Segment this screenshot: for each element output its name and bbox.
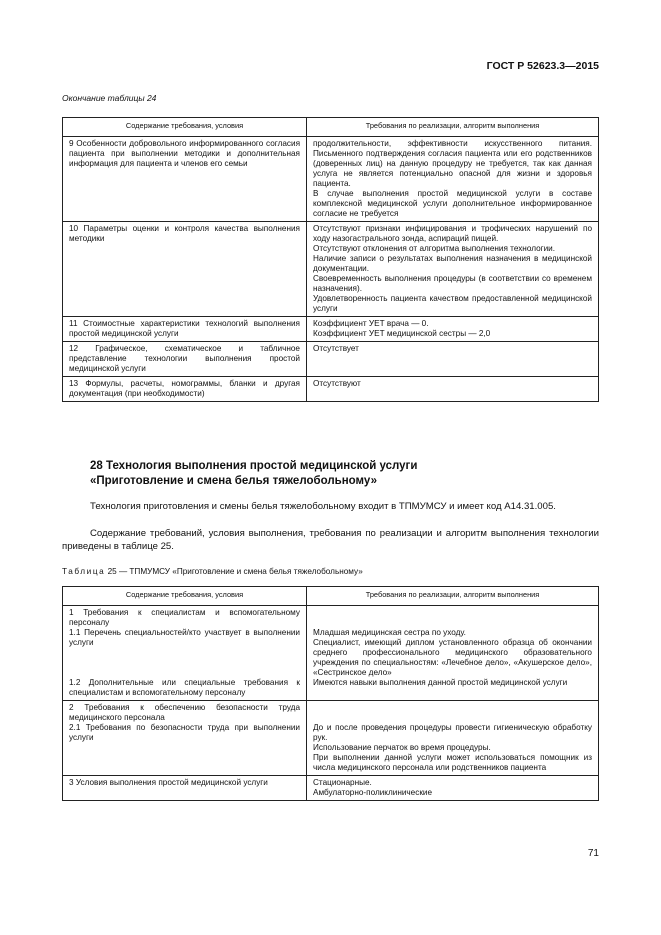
table-24 — [62, 117, 599, 402]
algorithm-text: Младшая медицинская сестра по уходу. — [313, 628, 466, 637]
table-25-caption — [62, 567, 363, 576]
algorithm-text: Стационарные. — [313, 778, 372, 787]
requirement-text: 9 Особенности добровольного информированного согласия пациента при выполнении методики и дополнительная информация для пациента и членов его семьи — [69, 139, 300, 168]
column-header: Содержание требования, условия — [63, 118, 307, 137]
section-28-title-line: «Приготовление и смена белья тяжелобольному» — [90, 475, 377, 487]
algorithm-cell — [307, 701, 599, 776]
algorithm-cell — [307, 222, 599, 317]
algorithm-text: При выполнении данной услуги может использоваться помощник из числа медицинского персонала или родственников пациента — [313, 753, 592, 772]
paragraph-text: Технология приготовления и смены белья тяжелобольному входит в ТПМУМСУ и имеет код А14.31.005. — [90, 501, 556, 512]
algorithm-text: Коэффициент УЕТ медицинской сестры — 2,0 — [313, 329, 491, 338]
requirement-text: 12 Графическое, схематическое и табличное представление технологии выполнения простой медицинской услуги — [69, 344, 300, 373]
requirement-text: 2.1 Требования по безопасности труда при выполнении услуги — [69, 723, 300, 742]
algorithm-text: Использование перчаток во время процедуры. — [313, 743, 491, 752]
requirement-text: 1.1 Перечень специальностей/кто участвует в выполнении услуги — [69, 628, 300, 647]
requirement-text: 3 Условия выполнения простой медицинской услуги — [69, 778, 268, 787]
algorithm-text: Амбулаторно-поликлинические — [313, 788, 433, 797]
table-header-row — [63, 587, 599, 606]
algorithm-cell — [307, 137, 599, 222]
requirement-text: 13 Формулы, расчеты, номограммы, бланки и другая документация (при необходимости) — [69, 379, 300, 398]
table-caption-label: Таблица — [62, 567, 106, 576]
requirement-cell — [63, 222, 307, 317]
algorithm-text: Коэффициент УЕТ врача — 0. — [313, 319, 429, 328]
algorithm-text: Отсутствует — [313, 344, 359, 353]
table-header-row — [63, 118, 599, 137]
algorithm-text: Отсутствуют — [313, 379, 361, 388]
requirement-cell — [63, 606, 307, 701]
table-row — [63, 377, 599, 402]
algorithm-cell — [307, 317, 599, 342]
algorithm-cell — [307, 377, 599, 402]
requirement-cell — [63, 377, 307, 402]
requirement-cell — [63, 342, 307, 377]
algorithm-text: Наличие записи о результатах выполнения назначения в медицинской документации. — [313, 254, 592, 273]
table-row — [63, 701, 599, 776]
requirement-text: 1.2 Дополнительные или специальные требования к специалистам и вспомогательному персоналу — [69, 678, 300, 697]
column-header: Требования по реализации, алгоритм выполнения — [307, 118, 599, 137]
column-header: Требования по реализации, алгоритм выполнения — [307, 587, 599, 606]
table-caption-title: 25 — ТПМУМСУ «Приготовление и смена белья тяжелобольному» — [105, 567, 363, 576]
section-28-heading — [90, 459, 590, 489]
cell-spacer — [313, 703, 592, 723]
requirement-cell — [63, 776, 307, 801]
requirement-text: 2 Требования к обеспечению безопасности труда медицинского персонала — [69, 703, 300, 722]
requirement-cell — [63, 317, 307, 342]
algorithm-cell — [307, 606, 599, 701]
algorithm-text: Специалист, имеющий диплом установленного образца об окончании среднего профессионального медицинского образовательного учреждения по специальностям: «Лечебное дело», «Акушерское дело», «Сестринское дело» — [313, 638, 592, 677]
algorithm-text: Отсутствуют признаки инфицирования и трофических нарушений по ходу назогастрального зонда, аспираций пищей. — [313, 224, 592, 243]
algorithm-text: До и после проведения процедуры провести гигиеническую обработку рук. — [313, 723, 592, 742]
table-row — [63, 606, 599, 701]
requirement-text: 1 Требования к специалистам и вспомогательному персоналу — [69, 608, 300, 627]
section-28-paragraph — [62, 500, 599, 513]
table-row — [63, 776, 599, 801]
table-25 — [62, 586, 599, 801]
cell-spacer — [69, 648, 300, 678]
cell-spacer — [313, 608, 592, 628]
algorithm-text: В случае выполнения простой медицинской услуги в составе комплексной медицинской услуги дополнительное информированное согласие не требуется — [313, 189, 592, 218]
algorithm-cell — [307, 342, 599, 377]
table-row — [63, 137, 599, 222]
table-row — [63, 222, 599, 317]
algorithm-cell — [307, 776, 599, 801]
algorithm-text: Имеются навыки выполнения данной простой медицинской услуги — [313, 678, 568, 687]
column-header: Содержание требования, условия — [63, 587, 307, 606]
section-28-title-line: 28 Технология выполнения простой медицинской услуги — [90, 460, 418, 472]
page-number: 71 — [587, 848, 599, 859]
table-24-caption: Окончание таблицы 24 — [62, 93, 157, 103]
table-row — [63, 317, 599, 342]
requirement-cell — [63, 137, 307, 222]
requirement-cell — [63, 701, 307, 776]
table-row — [63, 342, 599, 377]
algorithm-text: продолжительности, эффективности искусственного питания. Письменного подтверждения согласия пациента или его родственников (доверенных лиц) на данную процедуру не требуется, так как данная услуга не является потенциально опасной для жизни и здоровья пациента. — [313, 139, 592, 188]
section-28-paragraph — [62, 527, 599, 553]
algorithm-text: Своевременность выполнения процедуры (в соответствии со временем назначения). — [313, 274, 592, 293]
algorithm-text: Удовлетворенность пациента качеством предоставленной медицинской услуги — [313, 294, 592, 313]
requirement-text: 10 Параметры оценки и контроля качества выполнения методики — [69, 224, 300, 243]
requirement-text: 11 Стоимостные характеристики технологий выполнения простой медицинской услуги — [69, 319, 300, 338]
algorithm-text: Отсутствуют отклонения от алгоритма выполнения технологии. — [313, 244, 556, 253]
standard-number: ГОСТ Р 52623.3—2015 — [486, 60, 599, 72]
paragraph-text: Содержание требований, условия выполнения, требования по реализации и алгоритм выполнения технологии приведены в таблице 25. — [62, 528, 599, 552]
